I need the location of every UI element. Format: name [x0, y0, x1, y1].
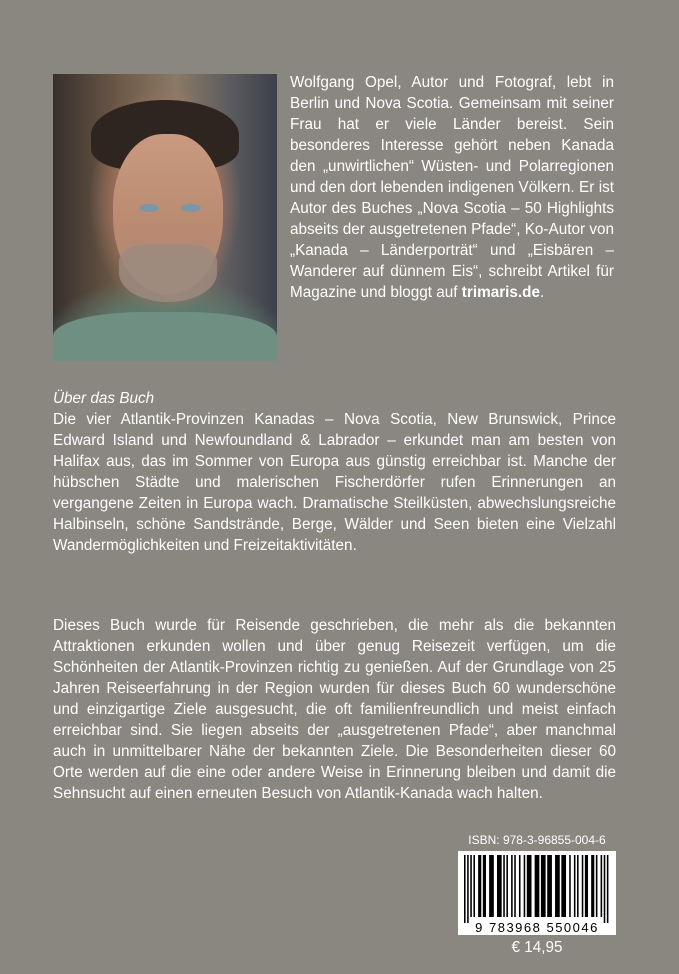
barcode-bar	[547, 855, 552, 917]
photo-eye-left	[139, 204, 159, 212]
barcode-bar	[535, 855, 540, 917]
author-website-link[interactable]: trimaris.de	[461, 284, 541, 301]
barcode-bar	[511, 855, 513, 917]
barcode-bar	[506, 855, 508, 917]
about-paragraph-1: Die vier Atlantik-Provinzen Kanadas – Nova Scotia, New Brunswick, Prince Edward Island und Newfoundland & Labrador – erkundet man am besten von Halifax aus, das im Sommer von Europa aus günstig erreichbar ist. Manche der hübschen Städte und malerischen Fischerdörfer rufen Erinnerungen an vergangene Zeiten in Europa wach. Dramatische Steilküsten, abwechslungsreiche Halbinseln, schöne Sandstrände, Berge, Wälder und Seen bieten eine Vielzahl Wandermöglichkeiten und Freizeitaktivitäten.	[53, 411, 616, 554]
barcode-bar	[591, 855, 594, 917]
barcode-bar	[569, 855, 571, 917]
barcode-bar	[489, 855, 494, 917]
barcode-bar	[582, 855, 584, 917]
barcode-bar	[464, 855, 466, 923]
barcode-bar	[574, 855, 576, 917]
barcode-bar	[524, 855, 526, 917]
barcode-bar	[555, 855, 560, 917]
barcode-graphic	[458, 851, 616, 935]
author-bio-text: Wolfgang Opel, Autor und Fotograf, lebt in Berlin und Nova Scotia. Gemeinsam mit seiner Frau hat er viele Länder bereist. Sein besonderes Interesse gehört neben Kanada den „unwirtlichen“ Wüsten- und Polarregionen und den dort lebenden indigenen Völkern. Er ist Autor des Buches „Nova Scotia – 50 Highlights abseits der ausgetretenen Pfade“, Ko-Autor von „Kanada – Länderporträt“ und „Eisbären – Wanderer auf dünnem Eis“, schreibt Artikel für Magazine und bloggt auf	[290, 74, 614, 301]
barcode-bar	[596, 855, 598, 917]
barcode-bar	[519, 855, 521, 917]
barcode-digits: 9 783968 550046	[475, 920, 599, 935]
author-bio	[290, 72, 614, 303]
barcode-bar	[541, 855, 546, 917]
author-bio-end: .	[540, 284, 545, 301]
author-photo	[53, 74, 277, 361]
about-book-heading: Über das Buch	[53, 390, 155, 407]
barcode-bar	[585, 855, 588, 917]
photo-beard	[119, 244, 217, 302]
barcode-bar	[577, 855, 579, 917]
barcode-bar	[601, 855, 603, 917]
barcode-bar	[607, 855, 609, 923]
barcode-bar	[470, 855, 472, 917]
barcode-bar	[467, 855, 469, 923]
photo-eye-right	[181, 204, 201, 212]
about-paragraph-2: Dieses Buch wurde für Reisende geschrieben, die mehr als die bekannten Attraktionen erkunden wollen und über genug Reisezeit verfügen, um die Schönheiten der Atlantik-Provinzen richtig zu genießen. Auf der Grundlage von 25 Jahren Reiseerfahrung in der Region wurden für dieses Buch 60 wunderschöne und einzigartige Ziele ausgesucht, die oft familienfreundlich und meist einfach erreichbar sind. Sie liegen abseits der „ausgetretenen Pfade“, aber manchmal auch in unmittelbarer Nähe der bekannten Ziele. Die Besonderheiten dieser 60 Orte werden auf die eine oder andere Weise in Erinnerung bleiben und damit die Sehnsucht auf einen erneuten Besuch von Atlantik-Kanada wach halten.	[53, 617, 616, 802]
barcode-bar	[503, 855, 505, 917]
barcode-bar	[527, 855, 532, 917]
barcode-bar	[483, 855, 486, 917]
price: € 14,95	[511, 939, 563, 956]
barcode-bar	[473, 855, 475, 917]
barcode-bar	[497, 855, 502, 917]
photo-shirt	[53, 312, 277, 361]
isbn-label: ISBN: 978-3-96855-004-6	[468, 833, 606, 847]
barcode-bar	[561, 855, 566, 917]
barcode-bar	[478, 855, 481, 917]
isbn-barcode	[458, 851, 616, 935]
barcode-bar	[514, 855, 516, 917]
barcode-bar	[604, 855, 606, 923]
